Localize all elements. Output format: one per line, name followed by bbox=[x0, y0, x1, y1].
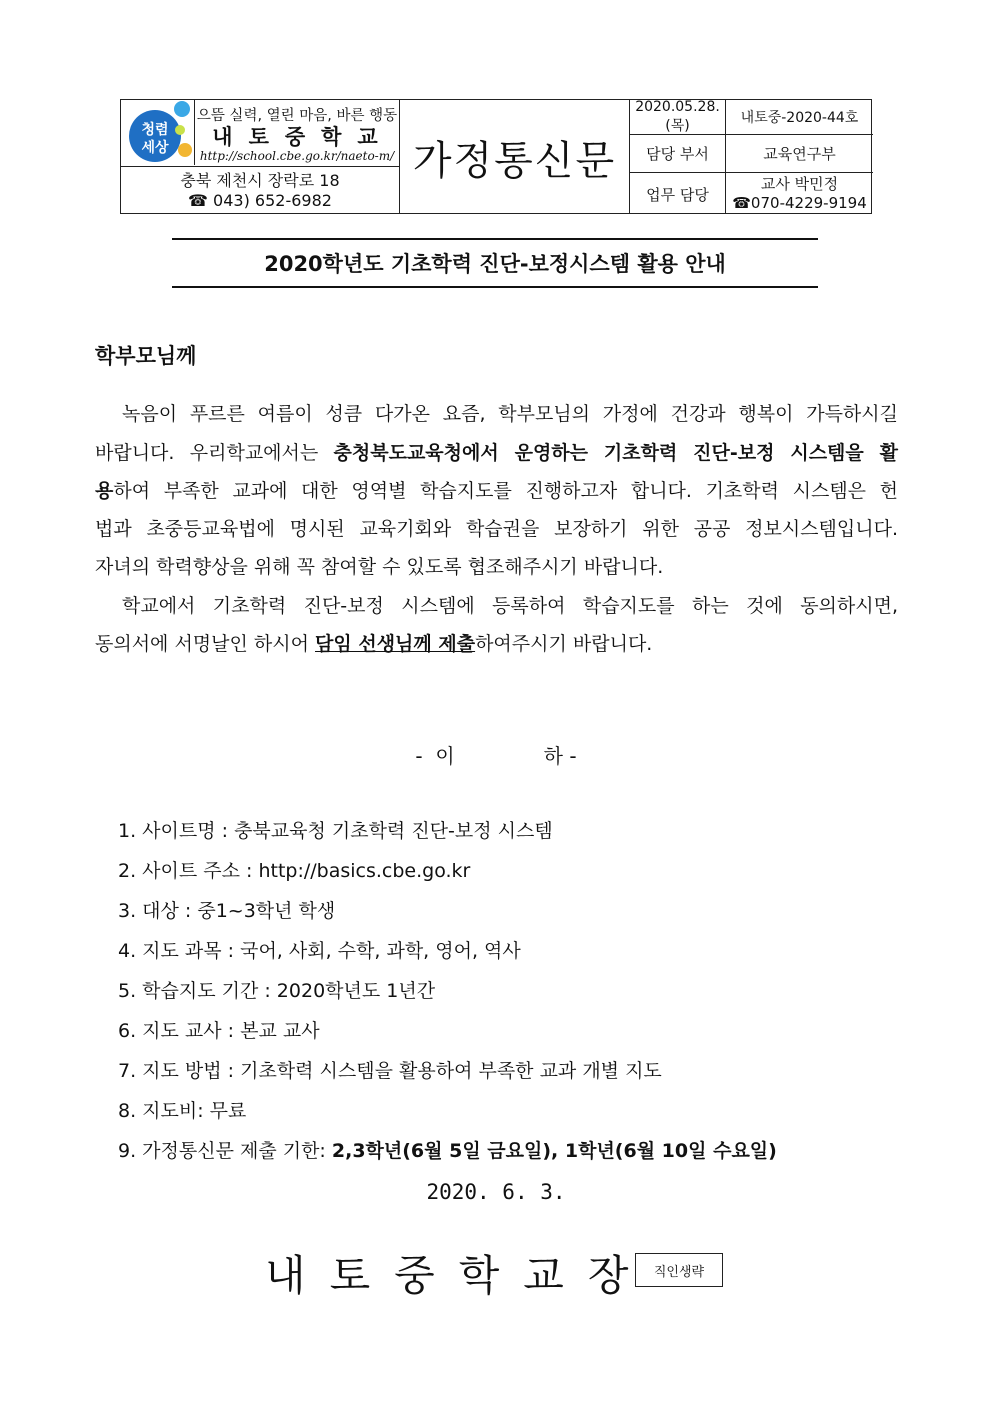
deadline-prefix: 9. 가정통신문 제출 기한: bbox=[118, 1140, 332, 1162]
greeting: 학부모님께 bbox=[95, 344, 197, 368]
deadline-dates: 2,3학년(6월 5일 금요일), 1학년(6월 10일 수요일) bbox=[331, 1140, 777, 1162]
staff-info bbox=[726, 173, 873, 215]
submit-to-teacher-emphasis: 담임 선생님께 제출 bbox=[315, 633, 476, 655]
body-line-7a: 동의서에 서명날인 하시어 bbox=[95, 633, 316, 655]
body-line-3b: 하여 부족한 교과에 대한 영역별 학습지도를 진행하고자 합니다. 기초학력 시스템은 헌 bbox=[113, 480, 898, 502]
section-title: - 이 하 - bbox=[415, 744, 577, 768]
logo-text-2: 세상 bbox=[140, 140, 169, 156]
logo-emblem-icon bbox=[122, 100, 194, 166]
staff-label: 업무 담당 bbox=[646, 185, 709, 204]
headline: 2020학년도 기초학력 진단-보정시스템 활용 안내 bbox=[172, 238, 818, 288]
list-item: 2. 사이트 주소 : http://basics.cbe.go.kr bbox=[118, 860, 471, 882]
list-item: 5. 학습지도 기간 : 2020학년도 1년간 bbox=[118, 980, 436, 1002]
principal-signature: 내토중학교장 bbox=[265, 1251, 653, 1300]
body-line-1: 녹음이 푸르른 여름이 성큼 다가온 요즘, 학부모님의 가정에 건강과 행복이 가득하시길 bbox=[122, 403, 898, 425]
document-title: 가정통신문 bbox=[412, 138, 617, 184]
header-table bbox=[120, 99, 872, 214]
list-item: 8. 지도비: 무료 bbox=[118, 1100, 247, 1122]
staff-phone: ☎070-4229-9194 bbox=[732, 194, 867, 212]
list-item: 1. 사이트명 : 충북교육청 기초학력 진단-보정 시스템 bbox=[118, 820, 553, 842]
list-item: 7. 지도 방법 : 기초학력 시스템을 활용하여 부족한 교과 개별 지도 bbox=[118, 1060, 662, 1082]
doc-number-cell: 내토중-2020-44호 bbox=[740, 110, 859, 126]
dept-label: 담당 부서 bbox=[646, 145, 709, 163]
list-item: 3. 대상 : 중1~3학년 학생 bbox=[118, 900, 336, 922]
body-line-3 bbox=[95, 479, 898, 503]
issue-date-cell: 2020.05.28.(목) bbox=[635, 99, 720, 134]
seal-omitted-box: 직인생략 bbox=[635, 1253, 723, 1287]
logo-text-1: 청렴 bbox=[140, 122, 169, 138]
body-line-6: 학교에서 기초학력 진단-보정 시스템에 등록하여 학습지도를 하는 것에 동의하시면, bbox=[122, 595, 898, 617]
body-line-3-bold: 용 bbox=[95, 480, 114, 502]
school-address-block bbox=[121, 167, 399, 215]
body-line-7 bbox=[95, 632, 898, 656]
body-line-7c: 하여주시기 바랍니다. bbox=[475, 633, 653, 655]
school-name: 내토중학교 bbox=[212, 125, 394, 149]
school-logo bbox=[121, 100, 194, 166]
body-line-2 bbox=[95, 441, 898, 465]
school-info bbox=[195, 100, 399, 166]
staff-name: 교사 박민정 bbox=[760, 175, 839, 193]
list-item-deadline bbox=[118, 1139, 777, 1163]
school-url: http://school.cbe.go.kr/naeto-m/ bbox=[199, 149, 395, 163]
list-item: 4. 지도 과목 : 국어, 사회, 수학, 과학, 영어, 역사 bbox=[118, 940, 521, 962]
list-item: 6. 지도 교사 : 본교 교사 bbox=[118, 1020, 320, 1042]
issue-date: 2020. 6. 3. bbox=[426, 1180, 566, 1204]
school-address: 충북 제천시 장락로 18 bbox=[180, 171, 340, 190]
body-line-4: 법과 초중등교육법에 명시된 교육기회와 학습권을 보장하기 위한 공공 정보시스템입니다. bbox=[95, 518, 898, 540]
body-line-2a: 바랍니다. 우리학교에서는 bbox=[95, 442, 334, 464]
body-line-2-bold: 충청북도교육청에서 운영하는 기초학력 진단-보정 시스템을 활 bbox=[333, 442, 898, 464]
school-motto: 으뜸 실력, 열린 마음, 바른 행동 bbox=[196, 108, 398, 124]
body-line-5: 자녀의 학력향상을 위해 꼭 참여할 수 있도록 협조해주시기 바랍니다. bbox=[95, 556, 664, 578]
dept-value: 교육연구부 bbox=[763, 145, 836, 163]
school-phone: ☎ 043) 652-6982 bbox=[188, 191, 332, 210]
